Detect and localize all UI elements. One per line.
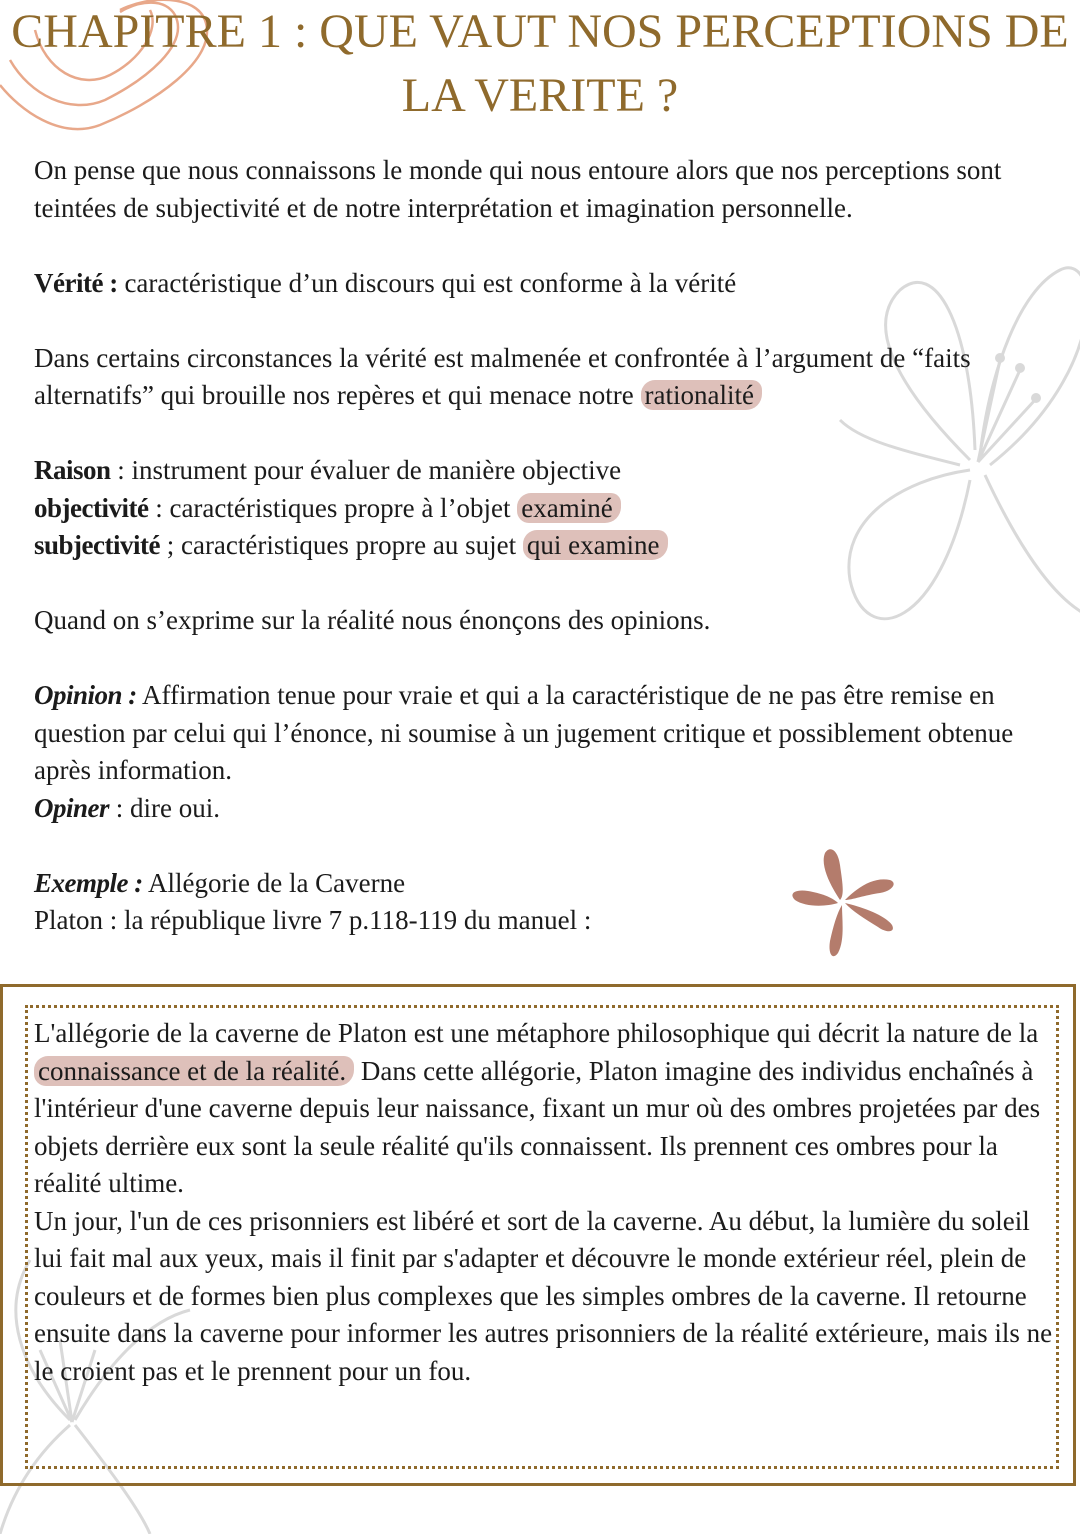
objectivite-text: : caractéristiques propre à l’objet [148, 492, 518, 523]
verite-text: caractéristique d’un discours qui est conforme à la vérité [117, 267, 737, 298]
page-title: CHAPITRE 1 : QUE VAUT NOS PERCEPTIONS DE LA VERITE ? [11, 5, 1069, 122]
opiner-definition [34, 790, 1034, 828]
allegory-paragraph-1 [34, 1015, 1064, 1203]
opiner-term: Opiner [34, 792, 110, 823]
opinion-term: Opinion : [34, 680, 137, 710]
circonstances-paragraph [34, 340, 1034, 415]
allegory-p1-after: Dans cette allégorie, Platon imagine des individus enchaînés à l'intérieur d'une caverne depuis leur naissance, fixant un mur où des ombres projetées par des objets derrière eux sont la seule réalité qu'ils connaissent. Ils prennent ces ombres pour la réalité ultime. [34, 1055, 1041, 1198]
raison-definition [34, 452, 1034, 490]
subjectivite-definition [34, 527, 1034, 565]
verite-definition [34, 265, 1034, 303]
reference-line: Platon : la république livre 7 p.118-119 du manuel : [34, 905, 592, 935]
opinion-text: Affirmation tenue pour vraie et qui a la caractéristique de ne pas être remise en question par celui qui l’énonce, ni soumise à un jugement critique et possiblement obtenue après information. [34, 680, 1014, 785]
verite-term: Vérité : [34, 267, 118, 298]
subjectivite-term: subjectivité [34, 530, 160, 560]
raison-text: : instrument pour évaluer de manière objective [110, 455, 622, 485]
exemple-line [34, 865, 1034, 903]
examine-highlight: examiné [517, 493, 620, 523]
raison-term: Raison [34, 455, 111, 485]
objectivite-definition [34, 490, 1034, 528]
rationalite-highlight: rationalité [641, 380, 762, 410]
realite-paragraph: Quand on s’exprime sur la réalité nous énonçons des opinions. [34, 605, 711, 635]
connaissance-highlight: connaissance et de la réalité. [34, 1056, 354, 1086]
allegory-paragraph-2: Un jour, l'un de ces prisonniers est libéré et sort de la caverne. Au début, la lumière du soleil lui fait mal aux yeux, mais il finit par s'adapter et découvre le monde extérieur réel, plein de couleurs et de formes bien plus complexes que les simples ombres de la caverne. Il retourne ensuite dans la caverne pour informer les autres prisonniers de la réalité extérieure, mais ils ne le croient pas et le prennent pour un fou. [34, 1205, 1053, 1386]
exemple-term: Exemple : [34, 867, 143, 898]
allegory-text [34, 1015, 1064, 1390]
opinion-definition [34, 677, 1034, 790]
exemple-text: Allégorie de la Caverne [142, 867, 406, 898]
qui-examine-highlight: qui examine [523, 530, 668, 560]
circonstances-text: Dans certains circonstances la vérité est malmenée et confrontée à l’argument de “faits alternatifs” qui brouille nos repères et qui menace notre [34, 342, 971, 410]
intro-paragraph: On pense que nous connaissons le monde qui nous entoure alors que nos perceptions sont teintées de subjectivité et de notre interprétation et imagination personnelle. [34, 155, 1002, 223]
objectivite-term: objectivité [34, 492, 149, 523]
allegory-p1-before: L'allégorie de la caverne de Platon est une métaphore philosophique qui décrit la nature de la [34, 1018, 1039, 1048]
main-content [34, 152, 1034, 940]
subjectivite-text: ; caractéristiques propre au sujet [159, 530, 523, 560]
opiner-text: : dire oui. [109, 792, 220, 823]
